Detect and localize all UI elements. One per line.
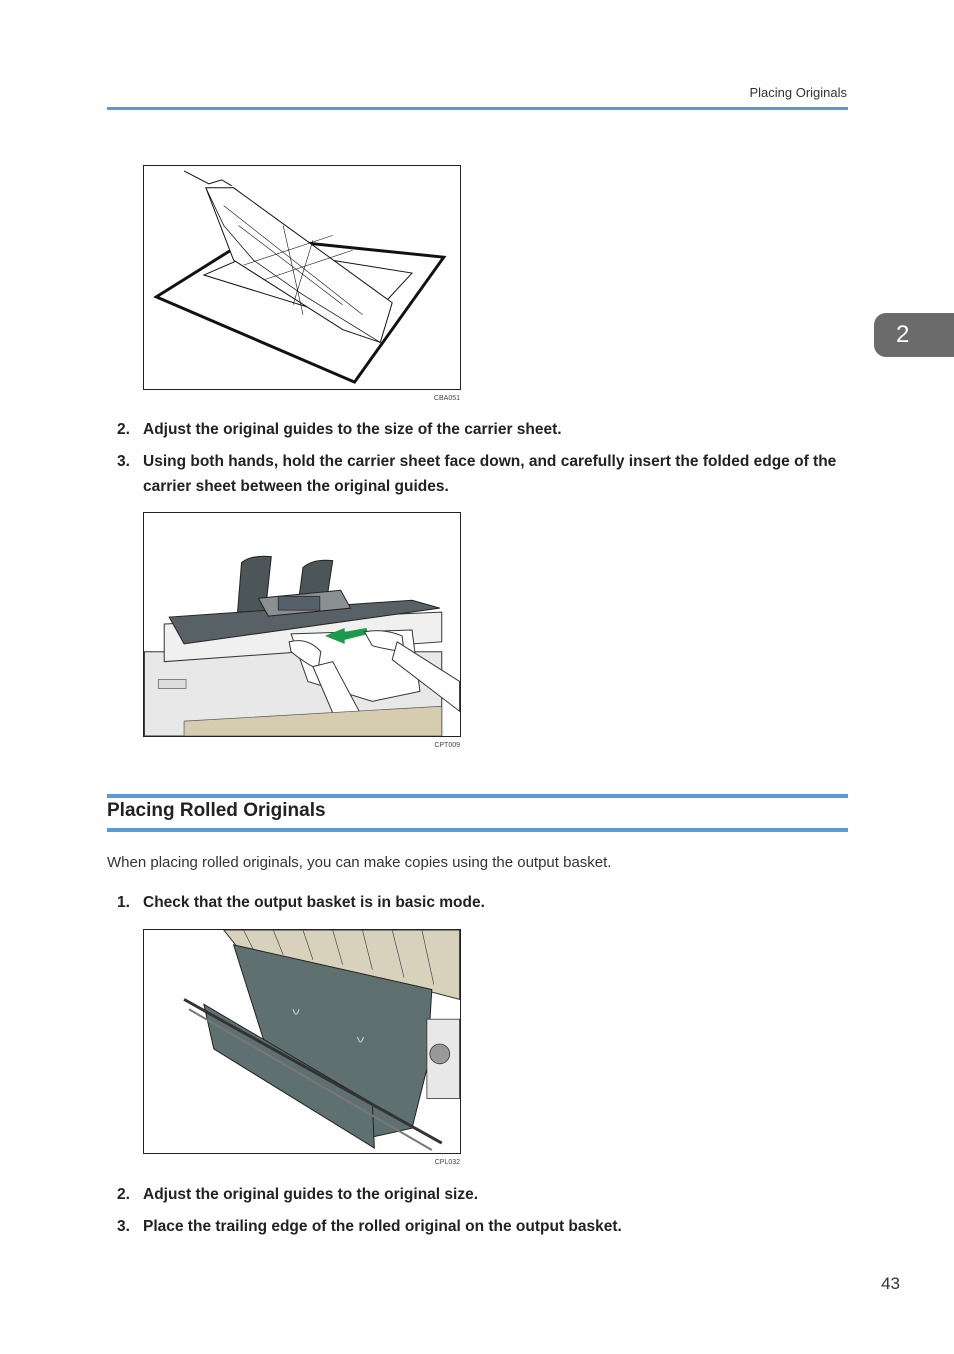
step-number: 2. bbox=[117, 1186, 130, 1203]
section-rule-bottom bbox=[107, 828, 848, 832]
chapter-tab: 2 bbox=[874, 313, 954, 357]
output-basket-illustration bbox=[144, 930, 460, 1153]
step-item bbox=[117, 1214, 847, 1239]
figure-code: CPT009 bbox=[434, 742, 460, 749]
step-item bbox=[117, 890, 847, 915]
carrier-sheet-illustration bbox=[144, 166, 460, 389]
figure-output-basket bbox=[143, 929, 461, 1154]
figure-insert-carrier bbox=[143, 512, 461, 737]
step-text: Adjust the original guides to the original size. bbox=[143, 1186, 478, 1203]
step-number: 3. bbox=[117, 1218, 130, 1235]
step-number: 2. bbox=[117, 421, 130, 438]
step-text: Place the trailing edge of the rolled original on the output basket. bbox=[143, 1218, 622, 1235]
step-number: 1. bbox=[117, 894, 130, 911]
step-text: Check that the output basket is in basic mode. bbox=[143, 894, 485, 911]
section-title: Placing Rolled Originals bbox=[107, 800, 326, 821]
step-number: 3. bbox=[117, 453, 130, 470]
section-intro: When placing rolled originals, you can make copies using the output basket. bbox=[107, 854, 612, 871]
running-header: Placing Originals bbox=[749, 85, 847, 100]
figure-code: CBA051 bbox=[433, 395, 460, 402]
step-text: Using both hands, hold the carrier sheet face down, and carefully insert the folded edge of the carrier sheet between the original guides. bbox=[143, 453, 837, 495]
step-item bbox=[117, 1182, 847, 1207]
figure-carrier-sheet bbox=[143, 165, 461, 390]
header-rule bbox=[107, 107, 848, 110]
step-text: Adjust the original guides to the size of the carrier sheet. bbox=[143, 421, 562, 438]
figure-code: CPL032 bbox=[434, 1159, 460, 1166]
page-number: 43 bbox=[881, 1274, 900, 1293]
step-item bbox=[117, 449, 847, 499]
step-item bbox=[117, 417, 847, 442]
scanner-insert-illustration bbox=[144, 513, 460, 736]
